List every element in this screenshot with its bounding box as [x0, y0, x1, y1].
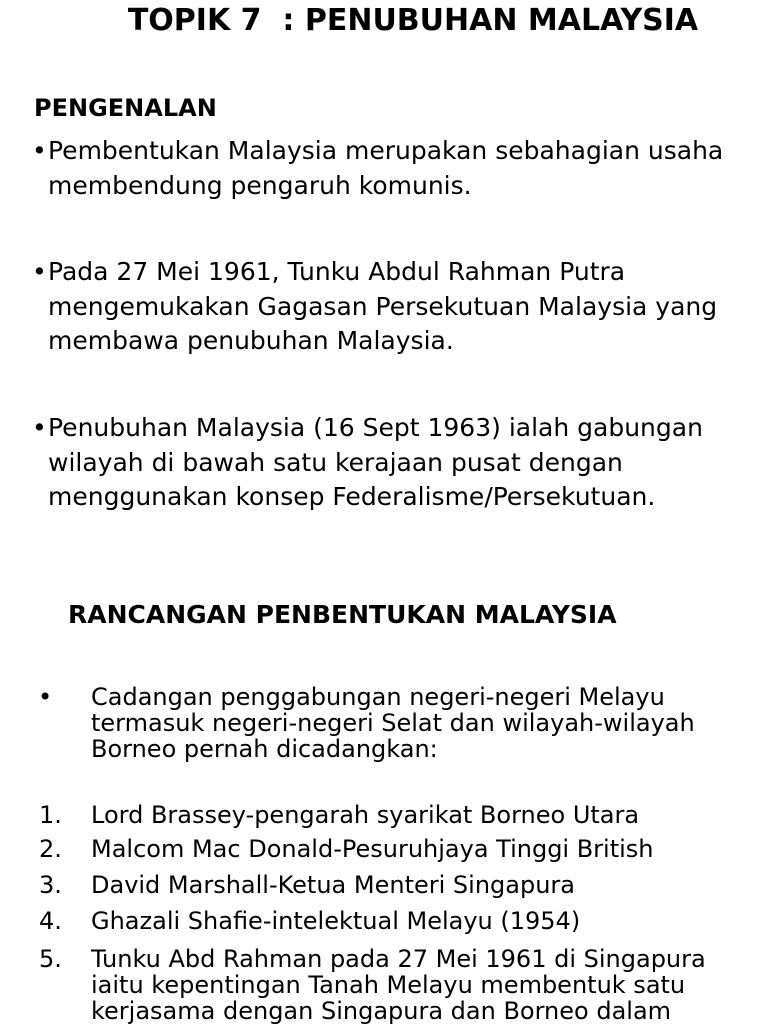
bullet-icon: •: [38, 683, 53, 711]
list-item-text: David Marshall-Ketua Menteri Singapura: [91, 871, 575, 899]
section-heading-plan: RANCANGAN PENBENTUKAN MALAYSIA: [68, 600, 617, 629]
list-item-text: Tunku Abd Rahman pada 27 Mei 1961 di Singapura iaitu kepentingan Tanah Melayu membentuk satu kerjasama dengan Singapura dan Borneo dalam: [91, 945, 706, 1025]
list-item: [39, 907, 761, 935]
bullet-icon: •: [32, 257, 47, 286]
list-item-number: 3.: [39, 871, 62, 899]
list-item-text: Malcom Mac Donald-Pesuruhjaya Tinggi British: [91, 835, 654, 863]
list-item-number: 4.: [39, 907, 62, 935]
plan-lead-text: Cadangan penggabungan negeri-negeri Melayu termasuk negeri-negeri Selat dan wilayah-wilayah Borneo pernah dicadangkan:: [91, 683, 695, 763]
plan-lead: [38, 683, 761, 763]
page-title: TOPIK 7 : PENUBUHAN MALAYSIA: [127, 3, 699, 38]
bullet-icon: •: [32, 413, 47, 442]
list-item-number: 2.: [39, 835, 62, 863]
intro-point-text: Penubuhan Malaysia (16 Sept 1963) ialah gabungan wilayah di bawah satu kerajaan pusat dengan menggunakan konsep Federalisme/Persekutuan.: [48, 413, 703, 511]
list-item: [39, 945, 761, 1025]
list-item-number: 5.: [39, 945, 62, 973]
list-item: [39, 871, 761, 899]
section-heading-intro: PENGENALAN: [34, 94, 217, 122]
list-item-number: 1.: [39, 801, 62, 829]
intro-point-text: Pembentukan Malaysia merupakan sebahagian usaha membendung pengaruh komunis.: [48, 136, 724, 200]
list-item-text: Lord Brassey-pengarah syarikat Borneo Utara: [91, 801, 640, 829]
list-item: [39, 801, 761, 829]
list-item: [39, 835, 761, 863]
intro-point: [32, 134, 768, 203]
intro-point: [32, 255, 768, 359]
list-item-text: Ghazali Shafie-intelektual Melayu (1954): [91, 907, 581, 935]
intro-point: [32, 411, 768, 515]
intro-point-text: Pada 27 Mei 1961, Tunku Abdul Rahman Putra mengemukakan Gagasan Persekutuan Malaysia yang membawa penubuhan Malaysia.: [48, 257, 718, 355]
bullet-icon: •: [32, 136, 47, 165]
